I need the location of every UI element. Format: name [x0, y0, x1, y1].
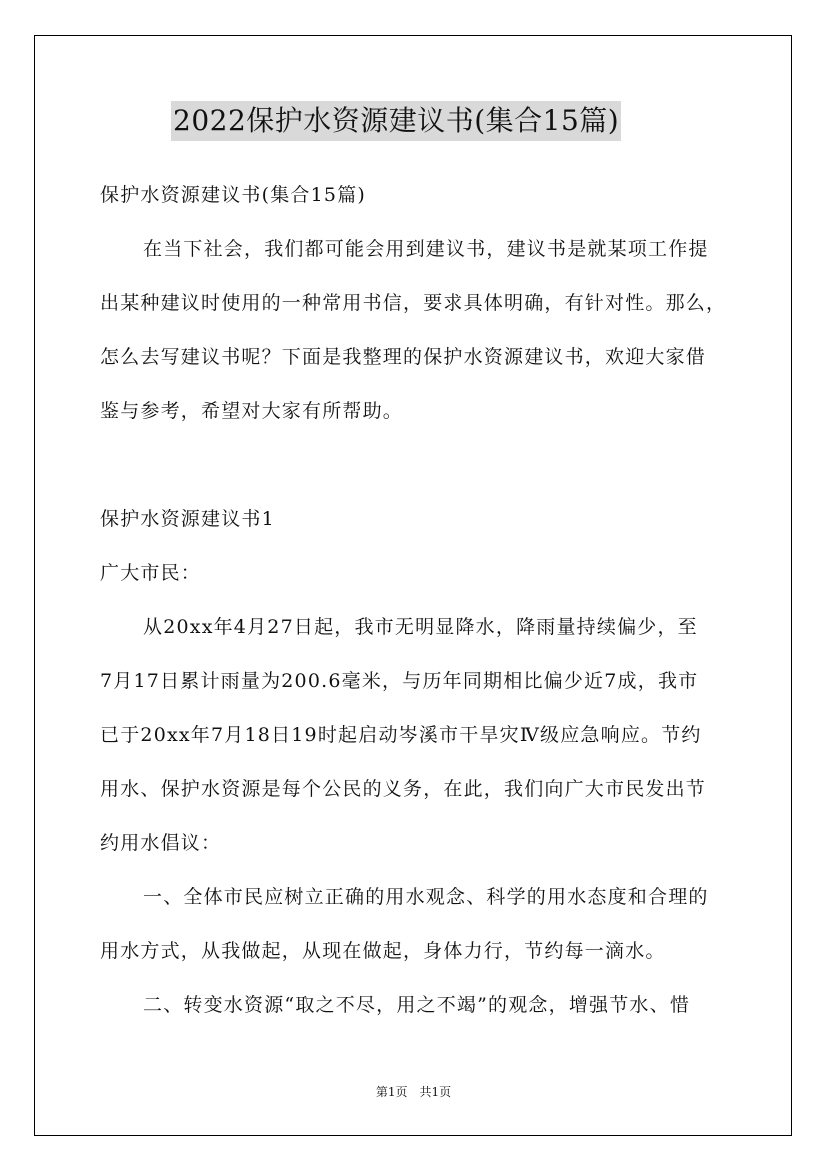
body-line-8: 二、转变水资源“取之不尽，用之不竭”的观念，增强节水、惜	[143, 994, 691, 1016]
intro-line-2: 出某种建议时使用的一种常用书信，要求具体明确，有针对性。那么，	[100, 292, 727, 314]
body-line-1: 从20xx年4月27日起，我市无明显降水，降雨量持续偏少，至	[143, 616, 698, 638]
body-line-4: 用水、保护水资源是每个公民的义务，在此，我们向广大市民发出节	[100, 778, 707, 800]
salutation: 广大市民：	[100, 562, 202, 584]
subtitle: 保护水资源建议书(集合15篇)	[100, 184, 367, 206]
intro-line-3: 怎么去写建议书呢？下面是我整理的保护水资源建议书，欢迎大家借	[100, 346, 707, 368]
page-number: 第1页	[375, 1085, 408, 1099]
body-line-6: 一、全体市民应树立正确的用水观念、科学的用水态度和合理的	[143, 886, 709, 908]
body-line-3: 已于20xx年7月18日19时起启动岑溪市干旱灾Ⅳ级应急响应。节约	[100, 724, 702, 746]
intro-line-4: 鉴与参考，希望对大家有所帮助。	[100, 400, 404, 422]
body-line-2: 7月17日累计雨量为200.6毫米，与历年同期相比偏少近7成，我市	[100, 670, 699, 692]
intro-line-1: 在当下社会，我们都可能会用到建议书，建议书是就某项工作提	[143, 238, 709, 260]
body-line-7: 用水方式，从我做起，从现在做起，身体力行，节约每一滴水。	[100, 940, 666, 962]
page-total: 共1页	[419, 1085, 452, 1099]
section-heading: 保护水资源建议书1	[100, 508, 275, 530]
document-title: 2022保护水资源建议书(集合15篇)	[171, 101, 621, 141]
body-line-5: 约用水倡议：	[100, 832, 222, 854]
page-footer	[0, 1084, 827, 1100]
